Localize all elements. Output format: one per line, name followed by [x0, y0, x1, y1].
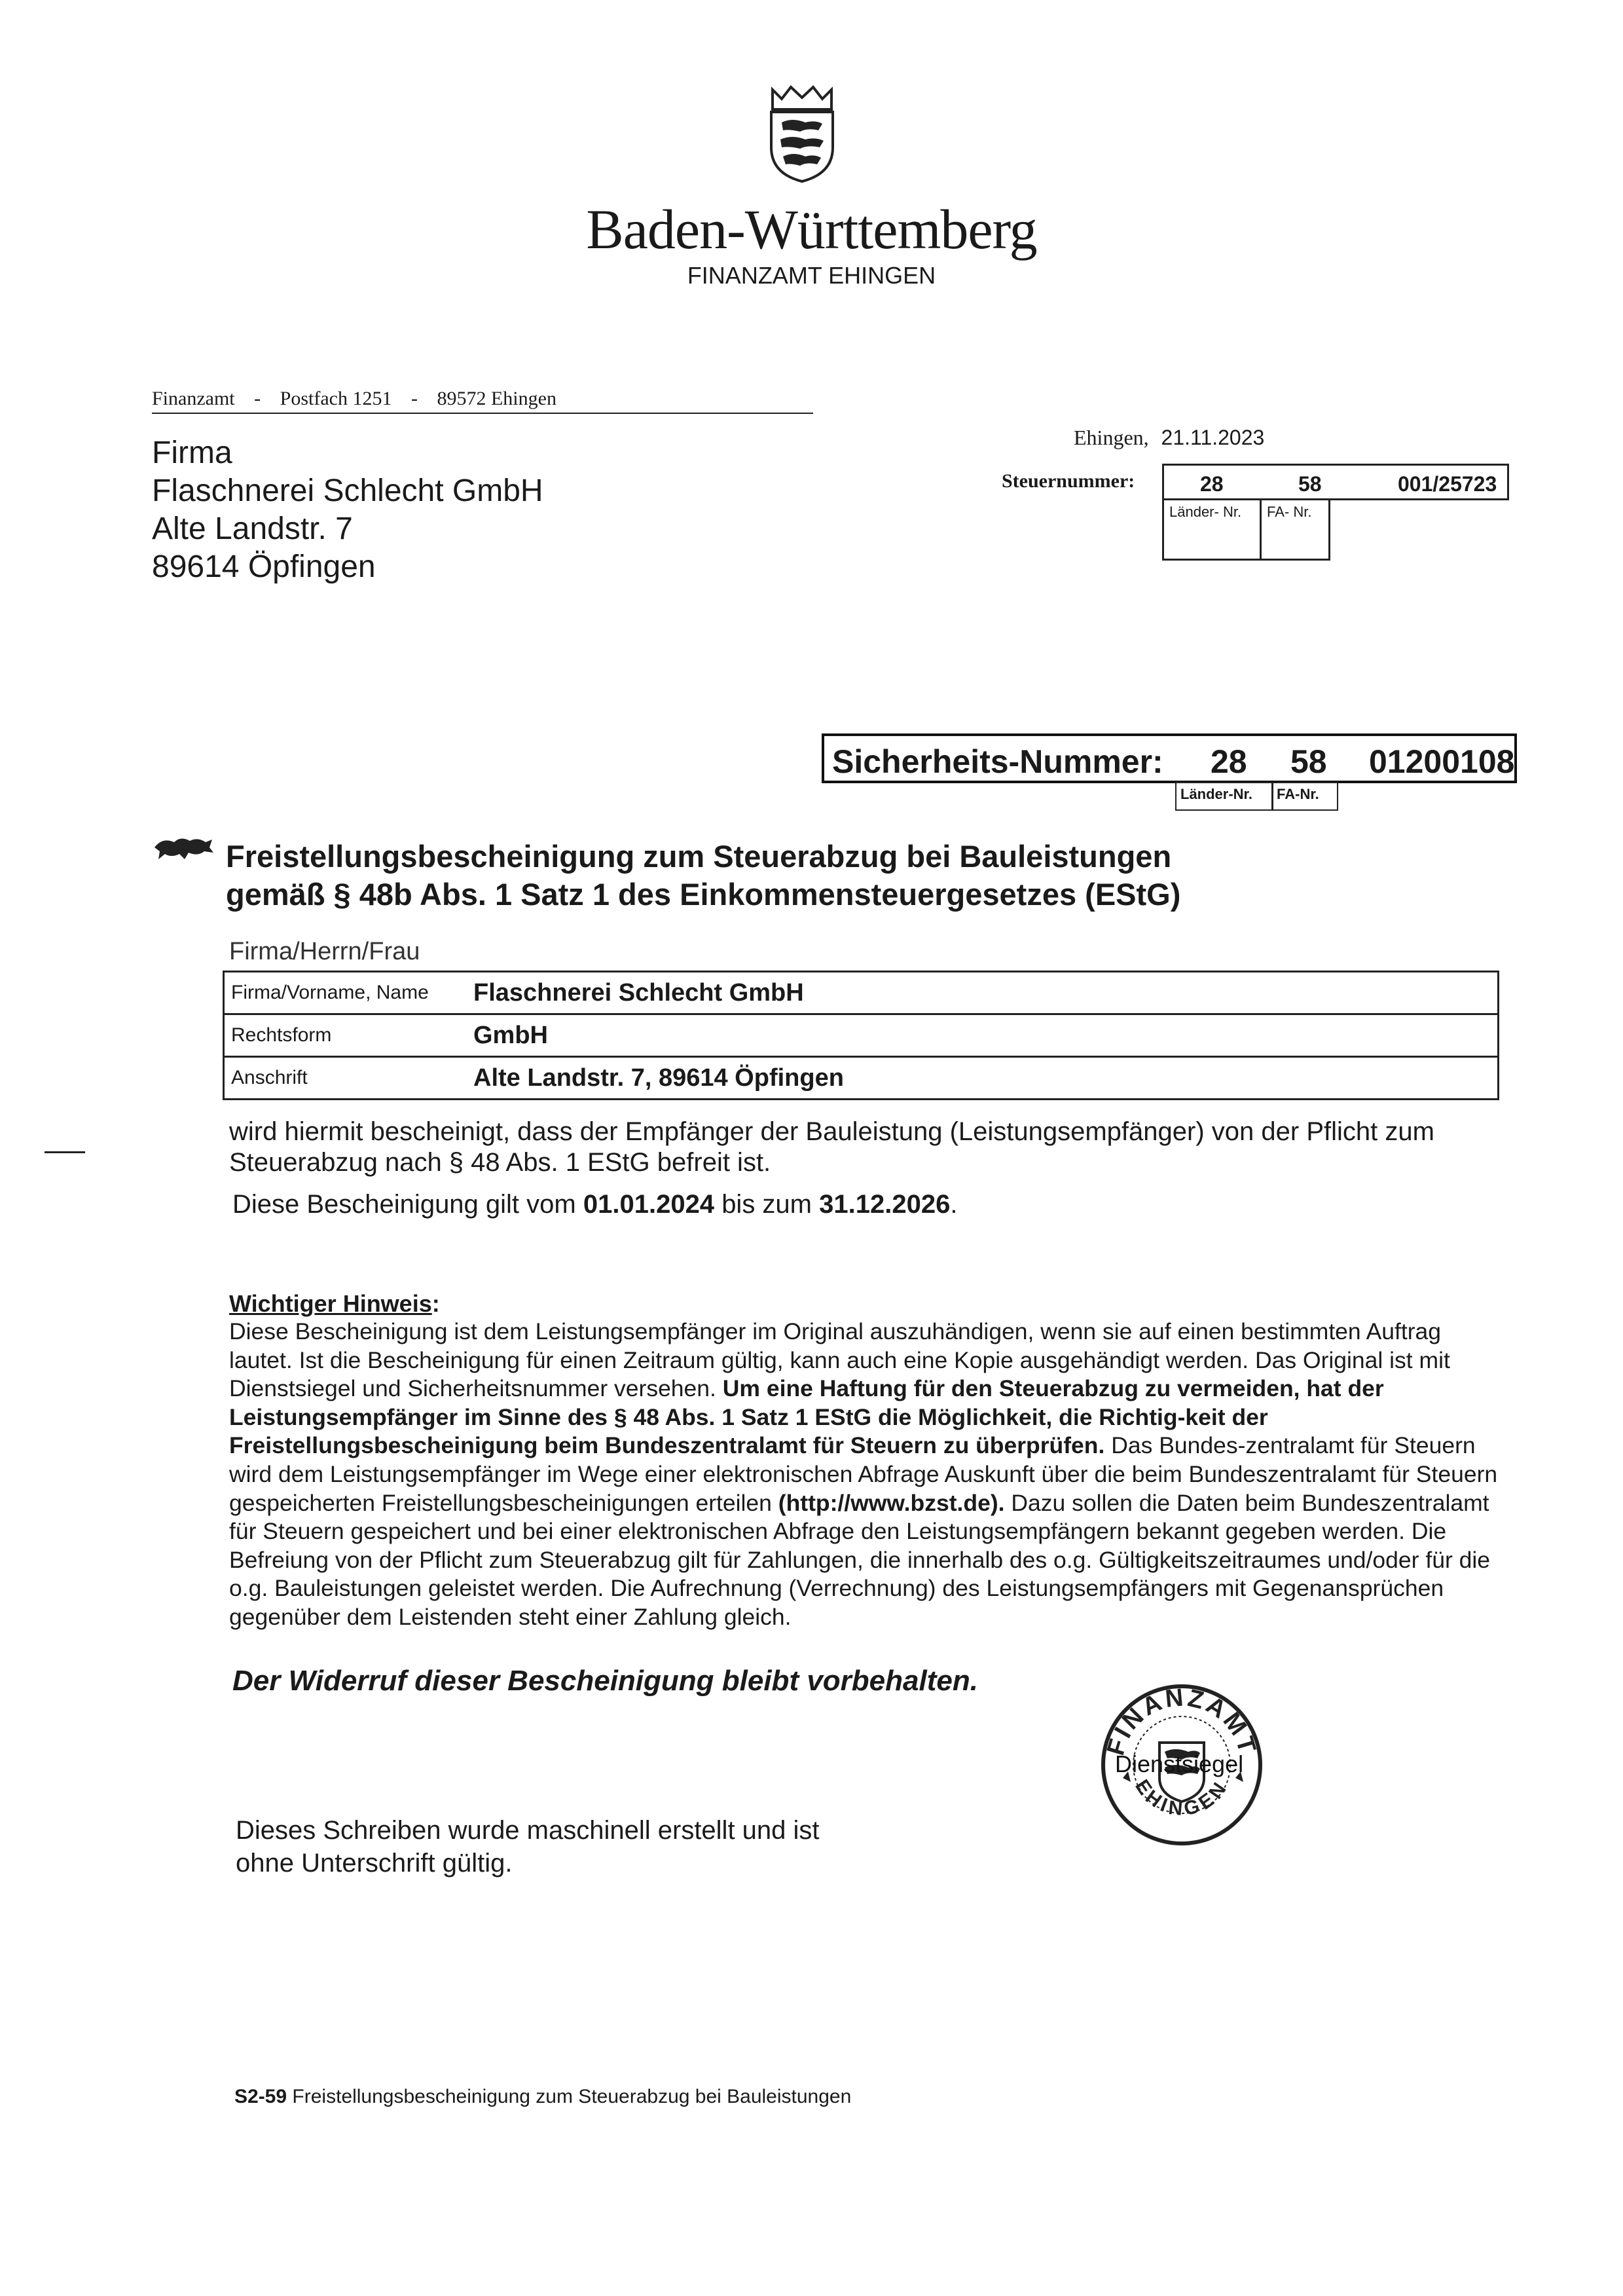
- security-number-box: [822, 733, 1517, 783]
- form-code: S2-59: [234, 2086, 287, 2107]
- return-address: [152, 388, 813, 414]
- table-row-value: Flaschnerei Schlecht GmbH: [473, 972, 1499, 1014]
- valid-from-date: 01.01.2024: [583, 1190, 715, 1219]
- security-number-label: Sicherheits-Nummer:: [832, 743, 1163, 780]
- svg-text:EHINGEN: [1131, 1776, 1233, 1821]
- security-number-value: 01200108: [1369, 743, 1515, 780]
- return-address-postbox: Postfach 1251: [280, 388, 392, 409]
- validity-suffix: .: [950, 1190, 958, 1219]
- machine-generated-note: [236, 1814, 820, 1879]
- salutation-label: Firma/Herrn/Frau: [229, 938, 420, 965]
- important-note-heading: [229, 1290, 440, 1318]
- security-number-laender: 28: [1211, 743, 1247, 780]
- security-number-fa: 58: [1290, 743, 1327, 780]
- note-paragraph-3: Dazu sollen die Daten beim Bundeszentralamt für Steuern gespeichert und bei einer elektronischen Abfrage den Leistungsempfängern bekannt gegeben werden. Die Befreiung von der Pflicht zum Steuerabzug gilt für Zahlungen, die innerhalb des o.g. Gültigkeitszeitraumes und/oder für die o.g. Bauleistungen geleistet werden. Die Aufrechnung (Verrechnung) des Leistungsempfängers mit Gegenansprüchen gegenüber dem Leistenden steht einer Zahlung gleich.: [229, 1489, 1490, 1630]
- security-number-laender-caption: Länder-Nr.: [1175, 782, 1273, 811]
- recipient-line-2: Flaschnerei Schlecht GmbH: [152, 473, 543, 508]
- certificate-title-line-1: Freistellungsbescheinigung zum Steuerabzug bei Bauleistungen: [226, 839, 1172, 874]
- machine-note-line-2: ohne Unterschrift gültig.: [236, 1849, 513, 1878]
- table-row: [224, 972, 1499, 1014]
- validity-text: [232, 1190, 957, 1219]
- tax-number-value: 001/25723: [1398, 472, 1497, 496]
- form-footer-text: Freistellungsbescheinigung zum Steuerabzug bei Bauleistungen: [292, 2086, 852, 2107]
- tax-office-name: FINANZAMT EHINGEN: [687, 262, 936, 289]
- bzst-url: (http://www.bzst.de).: [778, 1489, 1005, 1516]
- return-address-office: Finanzamt: [152, 388, 235, 409]
- valid-to-date: 31.12.2026: [819, 1190, 951, 1219]
- seal-bottom-text: EHINGEN: [1131, 1775, 1233, 1821]
- tax-number-laender-caption: Länder- Nr.: [1162, 498, 1262, 561]
- table-row-value: GmbH: [473, 1014, 1499, 1057]
- certification-text: wird hiermit bescheinigt, dass der Empfänger der Bauleistung (Leistungsempfänger) von der Pflicht zum Steuerabzug nach § 48 Abs. 1 EStG befreit ist.: [229, 1117, 1434, 1177]
- important-note-text: [229, 1318, 1506, 1632]
- recipient-line-1: Firma: [152, 435, 232, 470]
- seal-label: Dienstsiegel: [1115, 1750, 1244, 1777]
- note-paragraph-2: Das Bundes-zentralamt für Steuern wird dem Leistungsempfänger im Wege einer elektronischen Abfrage Auskunft über die beim Bundeszentralamt für Steuern gespeicherten Freistellungsbescheinigungen erteilen: [229, 1432, 1498, 1516]
- tax-number-laender: 28: [1200, 472, 1224, 496]
- certificate-title-line-2: gemäß § 48b Abs. 1 Satz 1 des Einkommensteuergesetzes (EStG): [226, 877, 1181, 912]
- return-address-separator: -: [254, 388, 261, 409]
- machine-note-line-1: Dieses Schreiben wurde maschinell erstellt und ist: [236, 1816, 820, 1845]
- table-row-value: Alte Landstr. 7, 89614 Öpfingen: [473, 1057, 1499, 1100]
- date-value: 21.11.2023: [1161, 426, 1265, 449]
- return-address-separator: -: [410, 388, 418, 409]
- table-row: [224, 1014, 1499, 1057]
- fold-mark: [45, 1151, 85, 1153]
- table-row-label: Rechtsform: [224, 1014, 474, 1057]
- table-row: [224, 1057, 1499, 1100]
- seal-top-text: FINANZAMT: [1102, 1684, 1262, 1759]
- tax-number-fa-caption: FA- Nr.: [1260, 498, 1330, 561]
- lion-icon: [152, 833, 215, 865]
- recipient-line-3: Alte Landstr. 7: [152, 511, 353, 546]
- state-name: Baden-Württemberg: [586, 198, 1037, 261]
- tax-number-fa: 58: [1298, 472, 1322, 496]
- svg-text:FINANZAMT: [1102, 1684, 1262, 1758]
- validity-mid: bis zum: [721, 1190, 812, 1219]
- important-note-colon: :: [431, 1290, 440, 1317]
- form-footer: [234, 2086, 851, 2108]
- letter-date: [1074, 426, 1264, 450]
- validity-prefix: Diese Bescheinigung gilt vom: [232, 1190, 576, 1219]
- tax-number-label: Steuernummer:: [1002, 470, 1135, 492]
- note-liability-text: Um eine Haftung für den Steuerabzug zu vermeiden, hat der Leistungsempfänger im Sinne des § 48 Abs. 1 Satz 1 EStG die Möglichkeit, die Richtig-keit der Freistellungsbescheinigung beim Bundeszentralamt für Steuern zu überprüfen.: [229, 1375, 1384, 1459]
- important-note-heading-text: Wichtiger Hinweis: [229, 1290, 432, 1317]
- table-row-label: Firma/Vorname, Name: [224, 972, 474, 1014]
- revocation-notice: Der Widerruf dieser Bescheinigung bleibt vorbehalten.: [232, 1665, 978, 1697]
- recipient-line-4: 89614 Öpfingen: [152, 549, 376, 584]
- recipient-info-table: [223, 971, 1499, 1100]
- tax-number-box: [1162, 464, 1509, 500]
- state-coat-of-arms: [766, 82, 838, 187]
- table-row-label: Anschrift: [224, 1057, 474, 1100]
- date-place: Ehingen,: [1074, 426, 1149, 449]
- return-address-city: 89572 Ehingen: [437, 388, 556, 409]
- official-seal: [1097, 1680, 1267, 1853]
- security-number-fa-caption: FA-Nr.: [1271, 782, 1338, 811]
- note-paragraph-1: Diese Bescheinigung ist dem Leistungsempfänger im Original auszuhändigen, wenn sie auf einen bestimmten Auftrag lautet. Ist die Bescheinigung für einen Zeitraum gültig, kann auch eine Kopie ausgehändigt werden. Das Original ist mit Dienstsiegel und Sicherheitsnummer versehen.: [229, 1318, 1450, 1402]
